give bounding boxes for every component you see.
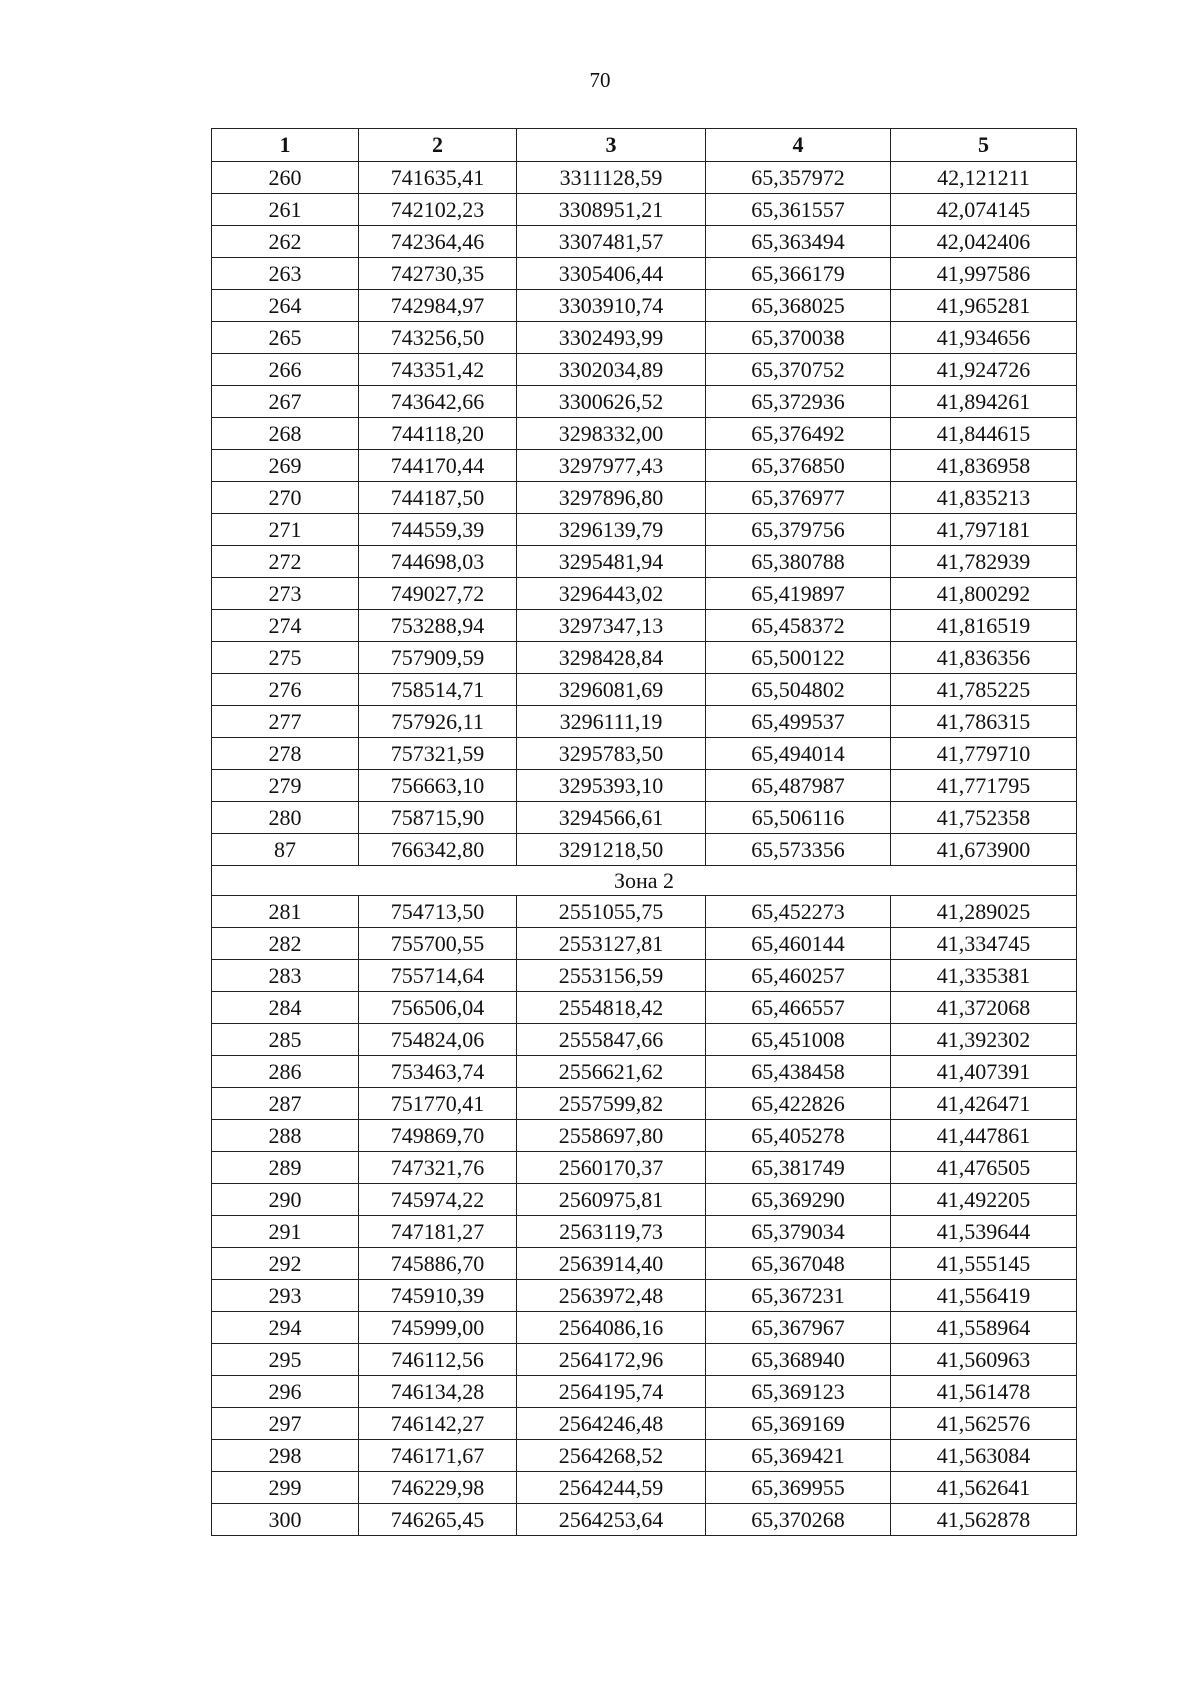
coordinates-table bbox=[211, 128, 1077, 1536]
table-cell: 267 bbox=[212, 386, 359, 418]
table-cell: 274 bbox=[212, 610, 359, 642]
table-cell: 65,369290 bbox=[706, 1184, 891, 1216]
table-row bbox=[212, 1088, 1077, 1120]
table-cell: 749027,72 bbox=[359, 578, 517, 610]
table-cell: 41,555145 bbox=[891, 1248, 1077, 1280]
table-cell: 2563972,48 bbox=[517, 1280, 706, 1312]
table-cell: 268 bbox=[212, 418, 359, 450]
table-cell: 751770,41 bbox=[359, 1088, 517, 1120]
table-cell: 65,380788 bbox=[706, 546, 891, 578]
table-cell: 269 bbox=[212, 450, 359, 482]
table-cell: 273 bbox=[212, 578, 359, 610]
table-cell: 41,562576 bbox=[891, 1408, 1077, 1440]
table-cell: 41,844615 bbox=[891, 418, 1077, 450]
table-cell: 41,407391 bbox=[891, 1056, 1077, 1088]
table-cell: 3294566,61 bbox=[517, 802, 706, 834]
table-cell: 271 bbox=[212, 514, 359, 546]
table-cell: 65,381749 bbox=[706, 1152, 891, 1184]
table-cell: 2554818,42 bbox=[517, 992, 706, 1024]
table-cell: 65,487987 bbox=[706, 770, 891, 802]
table-cell: 292 bbox=[212, 1248, 359, 1280]
table-cell: 746171,67 bbox=[359, 1440, 517, 1472]
table-cell: 766342,80 bbox=[359, 834, 517, 866]
table-cell: 297 bbox=[212, 1408, 359, 1440]
table-cell: 3295783,50 bbox=[517, 738, 706, 770]
table-cell: 758715,90 bbox=[359, 802, 517, 834]
table-cell: 745886,70 bbox=[359, 1248, 517, 1280]
table-cell: 754824,06 bbox=[359, 1024, 517, 1056]
table-cell: 41,476505 bbox=[891, 1152, 1077, 1184]
table-cell: 3296443,02 bbox=[517, 578, 706, 610]
table-cell: 746265,45 bbox=[359, 1504, 517, 1536]
table-cell: 41,335381 bbox=[891, 960, 1077, 992]
table-cell: 756663,10 bbox=[359, 770, 517, 802]
table-cell: 3296081,69 bbox=[517, 674, 706, 706]
table-row bbox=[212, 418, 1077, 450]
table-cell: 744559,39 bbox=[359, 514, 517, 546]
table-cell: 65,460257 bbox=[706, 960, 891, 992]
table-cell: 2557599,82 bbox=[517, 1088, 706, 1120]
table-cell: 65,422826 bbox=[706, 1088, 891, 1120]
table-row bbox=[212, 738, 1077, 770]
table-cell: 65,361557 bbox=[706, 194, 891, 226]
table-cell: 755700,55 bbox=[359, 928, 517, 960]
table-cell: 41,997586 bbox=[891, 258, 1077, 290]
table-row bbox=[212, 1472, 1077, 1504]
table-cell: 65,368025 bbox=[706, 290, 891, 322]
zone-label: Зона 2 bbox=[212, 866, 1077, 896]
table-cell: 2563914,40 bbox=[517, 1248, 706, 1280]
table-cell: 746142,27 bbox=[359, 1408, 517, 1440]
table-cell: 262 bbox=[212, 226, 359, 258]
table-cell: 65,379034 bbox=[706, 1216, 891, 1248]
table-cell: 65,357972 bbox=[706, 162, 891, 194]
table-cell: 41,771795 bbox=[891, 770, 1077, 802]
table-row bbox=[212, 482, 1077, 514]
table-row bbox=[212, 1504, 1077, 1536]
table-cell: 294 bbox=[212, 1312, 359, 1344]
table-cell: 65,458372 bbox=[706, 610, 891, 642]
table-cell: 65,369421 bbox=[706, 1440, 891, 1472]
table-cell: 745910,39 bbox=[359, 1280, 517, 1312]
table-cell: 41,785225 bbox=[891, 674, 1077, 706]
table-cell: 41,924726 bbox=[891, 354, 1077, 386]
table-row bbox=[212, 354, 1077, 386]
table-cell: 41,563084 bbox=[891, 1440, 1077, 1472]
column-header: 1 bbox=[212, 129, 359, 162]
table-cell: 41,562878 bbox=[891, 1504, 1077, 1536]
table-cell: 41,816519 bbox=[891, 610, 1077, 642]
table-cell: 742364,46 bbox=[359, 226, 517, 258]
table-cell: 300 bbox=[212, 1504, 359, 1536]
table-cell: 41,426471 bbox=[891, 1088, 1077, 1120]
table-row bbox=[212, 290, 1077, 322]
table-cell: 65,451008 bbox=[706, 1024, 891, 1056]
table-cell: 285 bbox=[212, 1024, 359, 1056]
table-cell: 41,836356 bbox=[891, 642, 1077, 674]
table-cell: 3291218,50 bbox=[517, 834, 706, 866]
table-cell: 2564086,16 bbox=[517, 1312, 706, 1344]
table-cell: 41,836958 bbox=[891, 450, 1077, 482]
table-row bbox=[212, 928, 1077, 960]
column-header: 5 bbox=[891, 129, 1077, 162]
table-row bbox=[212, 834, 1077, 866]
table-cell: 278 bbox=[212, 738, 359, 770]
table-cell: 65,379756 bbox=[706, 514, 891, 546]
table-cell: 746229,98 bbox=[359, 1472, 517, 1504]
table-row bbox=[212, 674, 1077, 706]
table-cell: 291 bbox=[212, 1216, 359, 1248]
table-cell: 65,370268 bbox=[706, 1504, 891, 1536]
table-row bbox=[212, 706, 1077, 738]
table-cell: 2553156,59 bbox=[517, 960, 706, 992]
table-cell: 3303910,74 bbox=[517, 290, 706, 322]
table-cell: 65,376850 bbox=[706, 450, 891, 482]
table-row bbox=[212, 770, 1077, 802]
table-cell: 3308951,21 bbox=[517, 194, 706, 226]
table-cell: 3297347,13 bbox=[517, 610, 706, 642]
table-row bbox=[212, 162, 1077, 194]
table-cell: 3300626,52 bbox=[517, 386, 706, 418]
table-cell: 746112,56 bbox=[359, 1344, 517, 1376]
table-cell: 42,042406 bbox=[891, 226, 1077, 258]
table-cell: 744118,20 bbox=[359, 418, 517, 450]
table-cell: 3298332,00 bbox=[517, 418, 706, 450]
table-row bbox=[212, 514, 1077, 546]
table-cell: 754713,50 bbox=[359, 896, 517, 928]
table-cell: 41,334745 bbox=[891, 928, 1077, 960]
table-cell: 41,556419 bbox=[891, 1280, 1077, 1312]
table-cell: 741635,41 bbox=[359, 162, 517, 194]
table-row bbox=[212, 1408, 1077, 1440]
table-cell: 65,500122 bbox=[706, 642, 891, 674]
table-cell: 65,369123 bbox=[706, 1376, 891, 1408]
table-cell: 3297896,80 bbox=[517, 482, 706, 514]
table-cell: 2560975,81 bbox=[517, 1184, 706, 1216]
table-cell: 296 bbox=[212, 1376, 359, 1408]
table-cell: 753463,74 bbox=[359, 1056, 517, 1088]
table-cell: 41,392302 bbox=[891, 1024, 1077, 1056]
table-cell: 747321,76 bbox=[359, 1152, 517, 1184]
table-cell: 2564246,48 bbox=[517, 1408, 706, 1440]
table-cell: 298 bbox=[212, 1440, 359, 1472]
table-cell: 65,370038 bbox=[706, 322, 891, 354]
table-cell: 41,894261 bbox=[891, 386, 1077, 418]
table-cell: 65,368940 bbox=[706, 1344, 891, 1376]
table-cell: 746134,28 bbox=[359, 1376, 517, 1408]
table-cell: 41,561478 bbox=[891, 1376, 1077, 1408]
table-row bbox=[212, 992, 1077, 1024]
table-row bbox=[212, 1248, 1077, 1280]
table-row bbox=[212, 258, 1077, 290]
table-cell: 65,363494 bbox=[706, 226, 891, 258]
table-row bbox=[212, 450, 1077, 482]
table-cell: 263 bbox=[212, 258, 359, 290]
table-row bbox=[212, 1312, 1077, 1344]
table-cell: 299 bbox=[212, 1472, 359, 1504]
table-cell: 65,376977 bbox=[706, 482, 891, 514]
table-row bbox=[212, 802, 1077, 834]
table-cell: 295 bbox=[212, 1344, 359, 1376]
table-cell: 743351,42 bbox=[359, 354, 517, 386]
table-cell: 65,438458 bbox=[706, 1056, 891, 1088]
table-cell: 41,797181 bbox=[891, 514, 1077, 546]
table-row bbox=[212, 960, 1077, 992]
table-row bbox=[212, 1024, 1077, 1056]
table-cell: 41,934656 bbox=[891, 322, 1077, 354]
table-cell: 753288,94 bbox=[359, 610, 517, 642]
table-cell: 742102,23 bbox=[359, 194, 517, 226]
page-number: 70 bbox=[589, 68, 611, 92]
table-cell: 41,560963 bbox=[891, 1344, 1077, 1376]
table-row bbox=[212, 1152, 1077, 1184]
table-cell: 3296111,19 bbox=[517, 706, 706, 738]
table-row bbox=[212, 194, 1077, 226]
table-cell: 42,121211 bbox=[891, 162, 1077, 194]
table-cell: 3307481,57 bbox=[517, 226, 706, 258]
table-cell: 744170,44 bbox=[359, 450, 517, 482]
table-cell: 41,492205 bbox=[891, 1184, 1077, 1216]
table-cell: 290 bbox=[212, 1184, 359, 1216]
table-cell: 2556621,62 bbox=[517, 1056, 706, 1088]
table-cell: 42,074145 bbox=[891, 194, 1077, 226]
table-cell: 286 bbox=[212, 1056, 359, 1088]
column-header: 3 bbox=[517, 129, 706, 162]
table-cell: 757926,11 bbox=[359, 706, 517, 738]
zone1-rows bbox=[212, 162, 1077, 866]
table-cell: 283 bbox=[212, 960, 359, 992]
table-cell: 2564195,74 bbox=[517, 1376, 706, 1408]
table-row bbox=[212, 1184, 1077, 1216]
table-cell: 2560170,37 bbox=[517, 1152, 706, 1184]
table-cell: 745999,00 bbox=[359, 1312, 517, 1344]
table-header-row bbox=[212, 129, 1077, 162]
table-cell: 3305406,44 bbox=[517, 258, 706, 290]
table-cell: 264 bbox=[212, 290, 359, 322]
table-row bbox=[212, 386, 1077, 418]
zone2-section bbox=[212, 866, 1077, 896]
table-cell: 41,965281 bbox=[891, 290, 1077, 322]
table-cell: 41,289025 bbox=[891, 896, 1077, 928]
table-cell: 2553127,81 bbox=[517, 928, 706, 960]
table-cell: 275 bbox=[212, 642, 359, 674]
table-cell: 277 bbox=[212, 706, 359, 738]
table-cell: 743256,50 bbox=[359, 322, 517, 354]
table-row bbox=[212, 896, 1077, 928]
table-cell: 2564172,96 bbox=[517, 1344, 706, 1376]
table-cell: 757909,59 bbox=[359, 642, 517, 674]
zone-label-row bbox=[212, 866, 1077, 896]
table-cell: 41,539644 bbox=[891, 1216, 1077, 1248]
table-cell: 2564268,52 bbox=[517, 1440, 706, 1472]
table-cell: 260 bbox=[212, 162, 359, 194]
table-cell: 3311128,59 bbox=[517, 162, 706, 194]
table-cell: 281 bbox=[212, 896, 359, 928]
table-cell: 2555847,66 bbox=[517, 1024, 706, 1056]
table-row bbox=[212, 546, 1077, 578]
table-row bbox=[212, 1280, 1077, 1312]
table-cell: 65,367967 bbox=[706, 1312, 891, 1344]
table-cell: 288 bbox=[212, 1120, 359, 1152]
table-cell: 65,370752 bbox=[706, 354, 891, 386]
table-row bbox=[212, 1440, 1077, 1472]
table-row bbox=[212, 610, 1077, 642]
table-cell: 279 bbox=[212, 770, 359, 802]
table-cell: 65,494014 bbox=[706, 738, 891, 770]
table-cell: 282 bbox=[212, 928, 359, 960]
table-cell: 272 bbox=[212, 546, 359, 578]
table-cell: 270 bbox=[212, 482, 359, 514]
table-row bbox=[212, 322, 1077, 354]
table-cell: 65,506116 bbox=[706, 802, 891, 834]
table-cell: 755714,64 bbox=[359, 960, 517, 992]
table-cell: 65,367048 bbox=[706, 1248, 891, 1280]
table-cell: 65,405278 bbox=[706, 1120, 891, 1152]
table-cell: 41,562641 bbox=[891, 1472, 1077, 1504]
table-cell: 65,452273 bbox=[706, 896, 891, 928]
table-cell: 265 bbox=[212, 322, 359, 354]
table-cell: 261 bbox=[212, 194, 359, 226]
table-cell: 65,466557 bbox=[706, 992, 891, 1024]
table-cell: 757321,59 bbox=[359, 738, 517, 770]
table-cell: 287 bbox=[212, 1088, 359, 1120]
table-cell: 41,447861 bbox=[891, 1120, 1077, 1152]
table-cell: 293 bbox=[212, 1280, 359, 1312]
table-cell: 2563119,73 bbox=[517, 1216, 706, 1248]
table-cell: 3297977,43 bbox=[517, 450, 706, 482]
table-row bbox=[212, 1120, 1077, 1152]
table-cell: 743642,66 bbox=[359, 386, 517, 418]
table-cell: 2564244,59 bbox=[517, 1472, 706, 1504]
table-cell: 65,376492 bbox=[706, 418, 891, 450]
table-cell: 3298428,84 bbox=[517, 642, 706, 674]
table-cell: 744698,03 bbox=[359, 546, 517, 578]
table-cell: 87 bbox=[212, 834, 359, 866]
table-cell: 41,558964 bbox=[891, 1312, 1077, 1344]
table-cell: 2558697,80 bbox=[517, 1120, 706, 1152]
table-cell: 266 bbox=[212, 354, 359, 386]
table-cell: 65,573356 bbox=[706, 834, 891, 866]
table-cell: 276 bbox=[212, 674, 359, 706]
table-cell: 2551055,75 bbox=[517, 896, 706, 928]
table-cell: 65,369955 bbox=[706, 1472, 891, 1504]
table-cell: 65,367231 bbox=[706, 1280, 891, 1312]
column-header: 2 bbox=[359, 129, 517, 162]
table-cell: 3302034,89 bbox=[517, 354, 706, 386]
table-cell: 41,779710 bbox=[891, 738, 1077, 770]
table-cell: 41,673900 bbox=[891, 834, 1077, 866]
table-cell: 41,786315 bbox=[891, 706, 1077, 738]
table-row bbox=[212, 1216, 1077, 1248]
table-cell: 744187,50 bbox=[359, 482, 517, 514]
table-cell: 758514,71 bbox=[359, 674, 517, 706]
table-row bbox=[212, 226, 1077, 258]
table-row bbox=[212, 1344, 1077, 1376]
table-cell: 742984,97 bbox=[359, 290, 517, 322]
table-cell: 3302493,99 bbox=[517, 322, 706, 354]
table-cell: 65,499537 bbox=[706, 706, 891, 738]
table-cell: 742730,35 bbox=[359, 258, 517, 290]
table-row bbox=[212, 642, 1077, 674]
column-header: 4 bbox=[706, 129, 891, 162]
table-cell: 747181,27 bbox=[359, 1216, 517, 1248]
table-cell: 41,752358 bbox=[891, 802, 1077, 834]
table-cell: 65,369169 bbox=[706, 1408, 891, 1440]
table-cell: 2564253,64 bbox=[517, 1504, 706, 1536]
table-cell: 3295393,10 bbox=[517, 770, 706, 802]
table-cell: 749869,70 bbox=[359, 1120, 517, 1152]
table-cell: 3295481,94 bbox=[517, 546, 706, 578]
zone2-rows bbox=[212, 896, 1077, 1536]
table-cell: 280 bbox=[212, 802, 359, 834]
table-cell: 65,504802 bbox=[706, 674, 891, 706]
table-cell: 745974,22 bbox=[359, 1184, 517, 1216]
table-row bbox=[212, 578, 1077, 610]
table-cell: 41,372068 bbox=[891, 992, 1077, 1024]
table-cell: 65,460144 bbox=[706, 928, 891, 960]
table-cell: 41,835213 bbox=[891, 482, 1077, 514]
table-cell: 41,782939 bbox=[891, 546, 1077, 578]
table-cell: 41,800292 bbox=[891, 578, 1077, 610]
table-row bbox=[212, 1376, 1077, 1408]
table-cell: 289 bbox=[212, 1152, 359, 1184]
table-cell: 756506,04 bbox=[359, 992, 517, 1024]
table-row bbox=[212, 1056, 1077, 1088]
table-cell: 65,366179 bbox=[706, 258, 891, 290]
table-cell: 284 bbox=[212, 992, 359, 1024]
table-cell: 65,372936 bbox=[706, 386, 891, 418]
table-cell: 65,419897 bbox=[706, 578, 891, 610]
table-cell: 3296139,79 bbox=[517, 514, 706, 546]
